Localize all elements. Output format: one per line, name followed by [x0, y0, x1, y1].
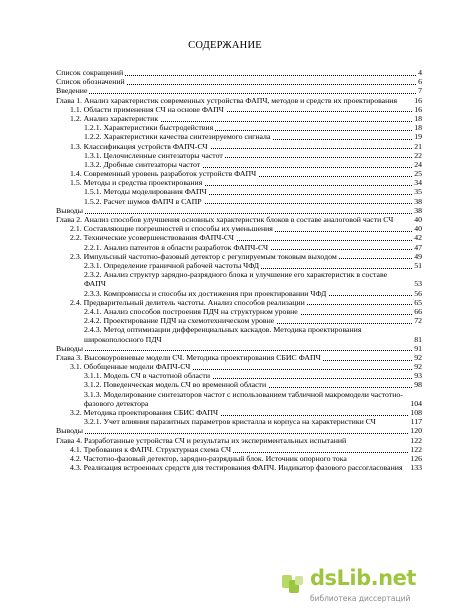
toc-entry-text: Выводы — [56, 205, 83, 215]
toc-entry[interactable] — [84, 160, 422, 169]
toc-entry-text: Список обозначений — [56, 77, 125, 87]
toc-entry-page: 16 — [414, 95, 422, 105]
toc-entry-page: 4 — [418, 67, 422, 77]
toc-entry-page: 18 — [414, 123, 422, 133]
toc-entry[interactable] — [56, 426, 422, 435]
toc-entry-page: 38 — [414, 196, 422, 206]
toc-entry[interactable] — [84, 123, 422, 132]
toc-entry[interactable] — [56, 353, 422, 362]
toc-entry[interactable] — [70, 252, 422, 261]
toc-entry[interactable] — [84, 307, 422, 316]
toc-entry-text: 1.2.1. Характеристики быстродействия — [84, 123, 214, 133]
page-title: СОДЕРЖАНИЕ — [188, 40, 262, 51]
toc-entry-page: 49 — [414, 251, 422, 261]
toc-entry[interactable] — [70, 463, 422, 472]
toc-entry-text: 1.5. Методы и средства проектирования — [70, 178, 203, 188]
toc-entry-page: 7 — [418, 86, 422, 96]
toc-entry-text: 4.1. Требования к ФАПЧ. Структурная схема СЧ — [70, 444, 232, 454]
toc-entry[interactable] — [84, 243, 422, 252]
toc-entry-text: 4.2. Частотно-фазовый детектор, зарядно-разрядный блок. Источник опорного тока — [70, 454, 347, 464]
toc-entry-text: 3.2.1. Учет влияния паразитных параметров кристалла и корпуса на характеристики СЧ — [84, 417, 376, 427]
logo-mark-icon — [280, 572, 306, 598]
toc-entry-page: 16 — [414, 104, 422, 114]
toc-entry-text: 3.2. Методика проектирования СБИС ФАПЧ — [70, 408, 219, 418]
toc-entry[interactable] — [70, 408, 422, 417]
toc-entry-text: 2.3.3. Компромиссы и способы их достижения при проектировании ЧФД — [84, 288, 327, 298]
watermark-subtitle: библиотека диссертаций — [310, 594, 411, 603]
toc-entry-page: 18 — [414, 113, 422, 123]
toc-entry-text: Введение — [56, 86, 88, 96]
toc-entry-text: 2.4.3. Метод оптимизации дифференциальных каскадов. Методика проектирования широкополосного ПДЧ — [84, 325, 362, 344]
toc-entry-text: 1.5.1. Методы моделирования ФАПЧ — [84, 187, 207, 197]
toc-entry-page: 19 — [414, 132, 422, 142]
toc-entry[interactable] — [56, 215, 422, 224]
toc-entry[interactable] — [84, 289, 422, 298]
toc-entry[interactable] — [70, 233, 422, 242]
toc-entry-text: 1.1. Области применения СЧ на основе ФАПЧ — [70, 104, 224, 114]
toc-entry-page: 133 — [410, 463, 422, 473]
toc-entry[interactable] — [56, 77, 422, 86]
toc-entry-text: 1.2.2. Характеристики качества синтезируемого сигнала — [84, 132, 271, 142]
toc-entry-text: 2.4.2. Проектирование ПДЧ на схемотехническом уровне — [84, 316, 275, 326]
toc-entry[interactable] — [84, 380, 422, 389]
toc-entry-text: 1.5.2. Расчет шумов ФАПЧ в САПР — [84, 196, 202, 206]
toc-entry-text: 1.4. Современный уровень разработок устройств ФАПЧ — [70, 169, 257, 179]
toc-entry-text: 3.1.2. Поведенческая модель СЧ во временной области — [84, 380, 267, 390]
toc-entry[interactable] — [70, 362, 422, 371]
toc-entry-page: 24 — [414, 159, 422, 169]
toc-entry[interactable] — [84, 270, 422, 288]
toc-entry-page: 120 — [410, 426, 422, 436]
toc-entry-page: 122 — [410, 444, 422, 454]
toc-entry-page: 108 — [410, 408, 422, 418]
toc-entry-text: 3.1. Обобщенные модели ФАПЧ-СЧ — [70, 362, 191, 372]
toc-entry[interactable] — [70, 298, 422, 307]
toc-entry-page: 53 — [414, 279, 422, 289]
toc-entry-text: 2.3.2. Анализ структур зарядно-разрядного блока и улучшение его характеристик в составе ФАПЧ — [84, 270, 388, 289]
toc-entry-page: 51 — [414, 260, 422, 270]
dot-leader — [56, 213, 422, 214]
toc-entry[interactable] — [70, 105, 422, 114]
watermark-name: dsLib.net — [310, 566, 416, 590]
toc-entry[interactable] — [56, 344, 422, 353]
toc-entry-page: 42 — [414, 233, 422, 243]
toc-entry-text: 2.2. Технические усовершенствования ФАПЧ-СЧ — [70, 233, 234, 243]
toc-entry-text: 1.2. Анализ характеристик — [70, 113, 159, 123]
toc-entry[interactable] — [70, 445, 422, 454]
toc-entry-text: 2.4.1. Анализ способов построения ПДЧ на структурном уровне — [84, 306, 298, 316]
toc-entry[interactable] — [84, 197, 422, 206]
toc-entry[interactable] — [56, 96, 422, 105]
toc-entry-text: Глава 4. Разработанные устройства СЧ и результаты их экспериментальных испытаний — [56, 435, 347, 445]
toc-entry[interactable] — [56, 68, 422, 77]
toc-entry-page: 92 — [414, 362, 422, 372]
toc-entry-text: 2.2.1. Анализ патентов в области разработок ФАПЧ-СЧ — [84, 242, 269, 252]
toc-entry-page: 92 — [414, 352, 422, 362]
toc-entry[interactable] — [56, 206, 422, 215]
toc-entry-page: 40 — [414, 224, 422, 234]
toc-entry-page: 6 — [418, 77, 422, 87]
toc-entry-text: 2.4. Предварительный делитель частоты. Анализ способов реализации — [70, 297, 305, 307]
toc-entry-page: 38 — [414, 205, 422, 215]
toc-entry-page: 122 — [410, 435, 422, 445]
toc-entry-text: 1.3.2. Дробные синтезаторы частот — [84, 159, 201, 169]
toc-entry-text: 1.3. Классификация устройств ФАПЧ-СЧ — [70, 141, 208, 151]
toc-entry[interactable] — [70, 114, 422, 123]
toc-entry-page: 47 — [414, 242, 422, 252]
toc-entry-page: 22 — [414, 150, 422, 160]
toc-entry[interactable] — [84, 417, 422, 426]
toc-entry[interactable] — [56, 436, 422, 445]
toc-entry-text: 2.1. Составляющие погрешностей и способы их уменьшения — [70, 224, 273, 234]
toc-entry-page: 21 — [414, 141, 422, 151]
toc-entry-text: Глава 2. Анализ способов улучшения основных характеристик блоков в составе аналоговой части СЧ — [56, 215, 394, 225]
toc-entry[interactable] — [84, 390, 422, 408]
toc-entry-text: Список сокращений — [56, 68, 124, 77]
toc-entry[interactable] — [70, 454, 422, 463]
toc-entry-text: 3.1.1. Модель СЧ в частотной области — [84, 371, 210, 381]
dot-leader — [56, 93, 422, 94]
toc-entry-page: 34 — [414, 178, 422, 188]
toc-entry-text: Выводы — [56, 426, 83, 436]
toc-entry-text: Глава 3. Высокоуровневые модели СЧ. Методика проектирования СБИС ФАПЧ — [56, 352, 321, 362]
toc-entry-page: 65 — [414, 297, 422, 307]
toc-entry-page: 66 — [414, 306, 422, 316]
dot-leader — [56, 350, 422, 351]
dot-leader — [56, 433, 422, 434]
toc-entry-page: 91 — [414, 343, 422, 353]
watermark-logo — [280, 566, 430, 610]
toc-entry-page: 25 — [414, 169, 422, 179]
toc-entry-page: 81 — [414, 334, 422, 344]
toc-entry-page: 117 — [410, 417, 422, 427]
toc-entry-page: 40 — [414, 215, 422, 225]
toc-entry[interactable] — [84, 132, 422, 141]
toc-entry-page: 98 — [414, 380, 422, 390]
toc-entry-text: 4.3. Реализация встроенных средств для тестирования ФАПЧ. Индикатор фазового рассогласования — [70, 463, 403, 473]
toc-entry-page: 93 — [414, 371, 422, 381]
table-of-contents — [56, 68, 422, 472]
toc-entry-text: 2.3. Импульсный частотно-фазовый детектор с регулируемым токовым выходом — [70, 251, 337, 261]
toc-entry-text: 3.1.3. Моделирование синтезаторов частот с использованием табличной макромодели частотно-фазового детектора — [84, 389, 403, 408]
toc-entry-text: Глава 1. Анализ характеристик современных устройства ФАПЧ, методов и средств их проектирования — [56, 95, 398, 105]
toc-entry-page: 56 — [414, 288, 422, 298]
toc-entry-page: 72 — [414, 316, 422, 326]
toc-entry[interactable] — [84, 316, 422, 325]
toc-entry[interactable] — [84, 261, 422, 270]
toc-entry[interactable] — [70, 142, 422, 151]
toc-entry[interactable] — [56, 86, 422, 95]
toc-entry-text: Выводы — [56, 343, 83, 353]
toc-entry[interactable] — [84, 151, 422, 160]
toc-entry-page: 35 — [414, 187, 422, 197]
toc-entry[interactable] — [84, 187, 422, 196]
toc-entry[interactable] — [70, 169, 422, 178]
toc-entry-page: 104 — [410, 398, 422, 408]
toc-entry[interactable] — [84, 325, 422, 343]
toc-entry-page: 126 — [410, 454, 422, 464]
toc-entry-text: 1.3.1. Целочисленные синтезаторы частот — [84, 150, 223, 160]
toc-entry-text: 2.3.1. Определение граничной рабочей частоты ЧФД — [84, 260, 260, 270]
